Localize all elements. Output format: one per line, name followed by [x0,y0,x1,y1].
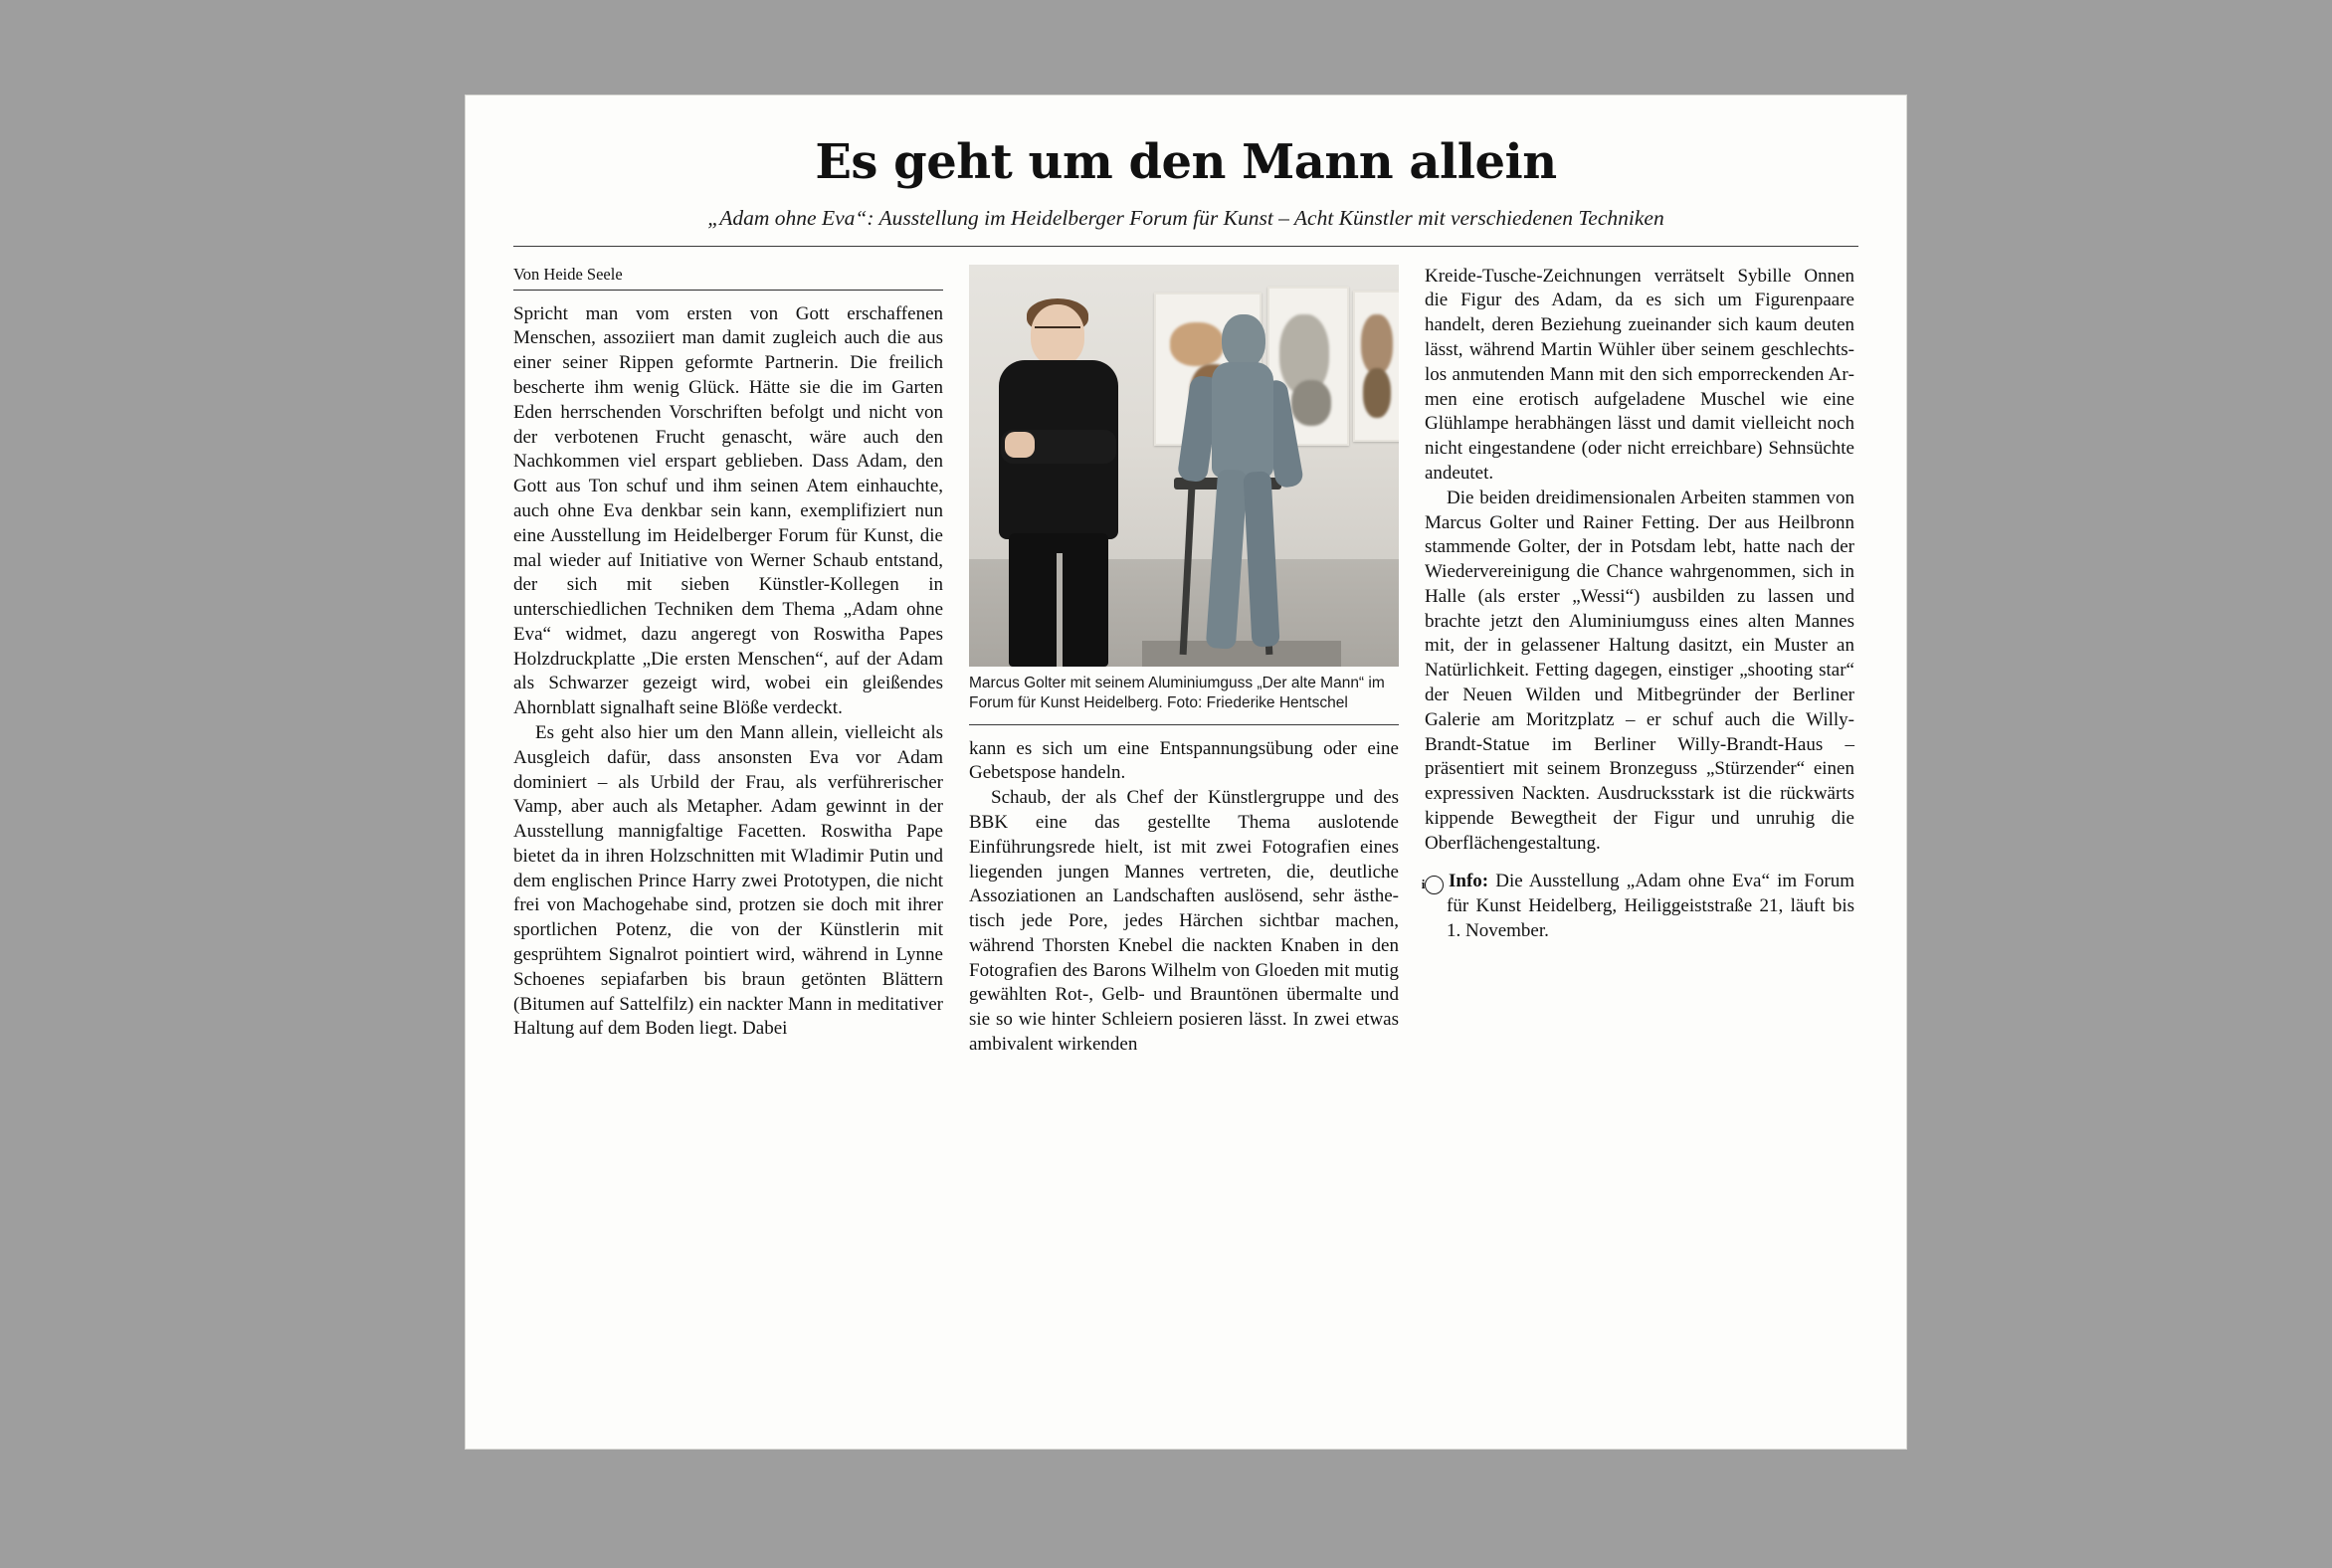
column-center [969,265,1399,1058]
caption-divider [969,724,1399,725]
paragraph: kann es sich um eine Entspannungsübung oder eine Gebetspose handeln. [969,737,1399,784]
artist-portrait [985,304,1134,667]
photo-caption: Marcus Golter mit seinem Aluminiumguss „Der alte Mann“ im Forum für Kunst Heidelberg. Foto: Friederike Hentschel [969,674,1385,712]
page-content [466,96,1906,1449]
page-title: Es geht um den Mann allein [815,134,1557,190]
byline-divider [513,290,943,291]
column-right [1421,265,1854,944]
byline: Von Heide Seele [513,264,623,284]
aluminium-sculpture [1156,314,1325,655]
artwork-frame [1353,291,1399,442]
column-left [513,265,943,1042]
paragraph: Schaub, der als Chef der Künstlergruppe und des BBK eine das gestellte Thema auslotende Einführungsrede hielt, ist mit zwei Fotografien eines liegenden jungen Mannes vertreten, die, deutliche Assoziationen an Landschaften auslösend, sehr ästhetisch jede Pore, jedes Härchen sichtbar machen, während Thorsten Knebel die nackten Knaben in den Fotografien des Barons Wilhelm von Gloeden mit mutig gewählten Rot-, Gelb- und Brauntönen übermalte und sie so wie hinter Schleiern posieren lässt. In zwei etwas ambivalent wirkenden [969,787,1399,1055]
paragraph: Die beiden dreidimensionalen Arbeiten stammen von Marcus Golter und Rainer Fetting. Der aus Heilbronn stammende Golter, der in Potsdam lebt, hatte nach der Wiedervereinigung die Chance wahrgenommen, sich in Halle (als erster „Wessi“) ausbilden zu lassen und brachte jetzt den Aluminiumguss eines alten Mannes mit, der in gelassener Haltung dasitzt, ein Muster an Natürlichkeit. Fetting dagegen, einstiger „shooting star“ der Neuen Wilden und Mitbegründer der Berliner Galerie am Moritzplatz – er schuf auch die Willy-Brandt-Statue im Berliner Willy-Brandt-Haus – präsentiert mit seinem Bronzeguss „Stürzender“ einen expressiven Nackten. Ausdrucksstark ist die rückwärts kippende Bewegtheit der Figur und unruhig die Oberflächengestaltung. [1425,487,1854,854]
info-text: Die Ausstellung „Adam ohne Eva“ im Forum für Kunst Heidelberg, Heiliggeiststraße 21, läuft bis 1. November. [1447,871,1854,942]
newspaper-page [466,96,1906,1449]
info-box [1421,870,1854,943]
paragraph: Kreide-Tusche-Zeichnungen verrätselt Sybille Onnen die Figur des Adam, da es sich um Figurenpaare handelt, deren Beziehung zueinander sich kaum deuten lässt, während Martin Wühler über seinem geschlechtslos anmutenden Mann mit den sich emporreckenden Armen eine erotisch aufgeladene Muschel wie eine Glühlampe herabhängen lässt und damit vielleicht noch nicht eingestandene (oder nicht erreichbare) Sehnsüchte andeutet. [1425,265,1854,484]
article-photo [969,265,1399,667]
article-columns [513,265,1858,1058]
article-subhead: „Adam ohne Eva“: Ausstellung im Heidelberger Forum für Kunst – Acht Künstler mit verschiedenen Techniken [707,205,1664,230]
info-icon: i [1425,876,1444,894]
header-divider [513,246,1858,247]
info-label: Info: [1449,871,1489,892]
paragraph: Es geht also hier um den Mann allein, vielleicht als Ausgleich dafür, dass ansonsten Eva vor Adam dominiert – als Urbild der Frau, als verführerischer Vamp, aber auch als Metapher. Adam gewinnt in der Ausstellung mannigfaltige Facetten. Roswitha Pape bietet da in ihren Holzschnitten mit Wladimir Putin und dem englischen Prince Harry zwei Prototypen, die nicht frei von Machogehabe sind, protzen sie doch mit ihrer sportlichen Potenz, die von der Künstlerin mit gesprühtem Signalrot pointiert wird, während in Lynne Schoenes sepiafarben bis braun getönten Blättern (Bitumen auf Sattelfilz) ein nackter Mann in meditativer Haltung auf dem Boden liegt. Dabei [513,721,943,1040]
article-photo-figure [969,265,1399,714]
paragraph: Spricht man vom ersten von Gott erschaffenen Menschen, assoziiert man damit zugleich auch die aus einer seiner Rippen geformte Partnerin. Die freilich bescherte ihm wenig Glück. Hätte sie die im Garten Eden herrschenden Vorschriften befolgt und nicht von der verbotenen Frucht genascht, wäre auch den Nachkommen viel erspart geblieben. Dass Adam, den Gott aus Ton schuf und ihm seinen Atem einhauchte, auch ohne Eva denkbar sein kann, exemplifiziert nun eine Ausstellung im Heidelberger Forum für Kunst, die mal wieder auf Initiative von Werner Schaub entstand, der sich mit sieben Künstler-Kollegen in unterschiedlichen Techniken dem Thema „Adam ohne Eva“ widmet, dazu angeregt von Roswitha Papes Holzdruckplatte „Die ersten Menschen“, auf der Adam als Schwarzer gezeigt wird, wobei ein gleißendes Ahornblatt signalhaft seine Blöße verdeckt. [513,302,943,719]
